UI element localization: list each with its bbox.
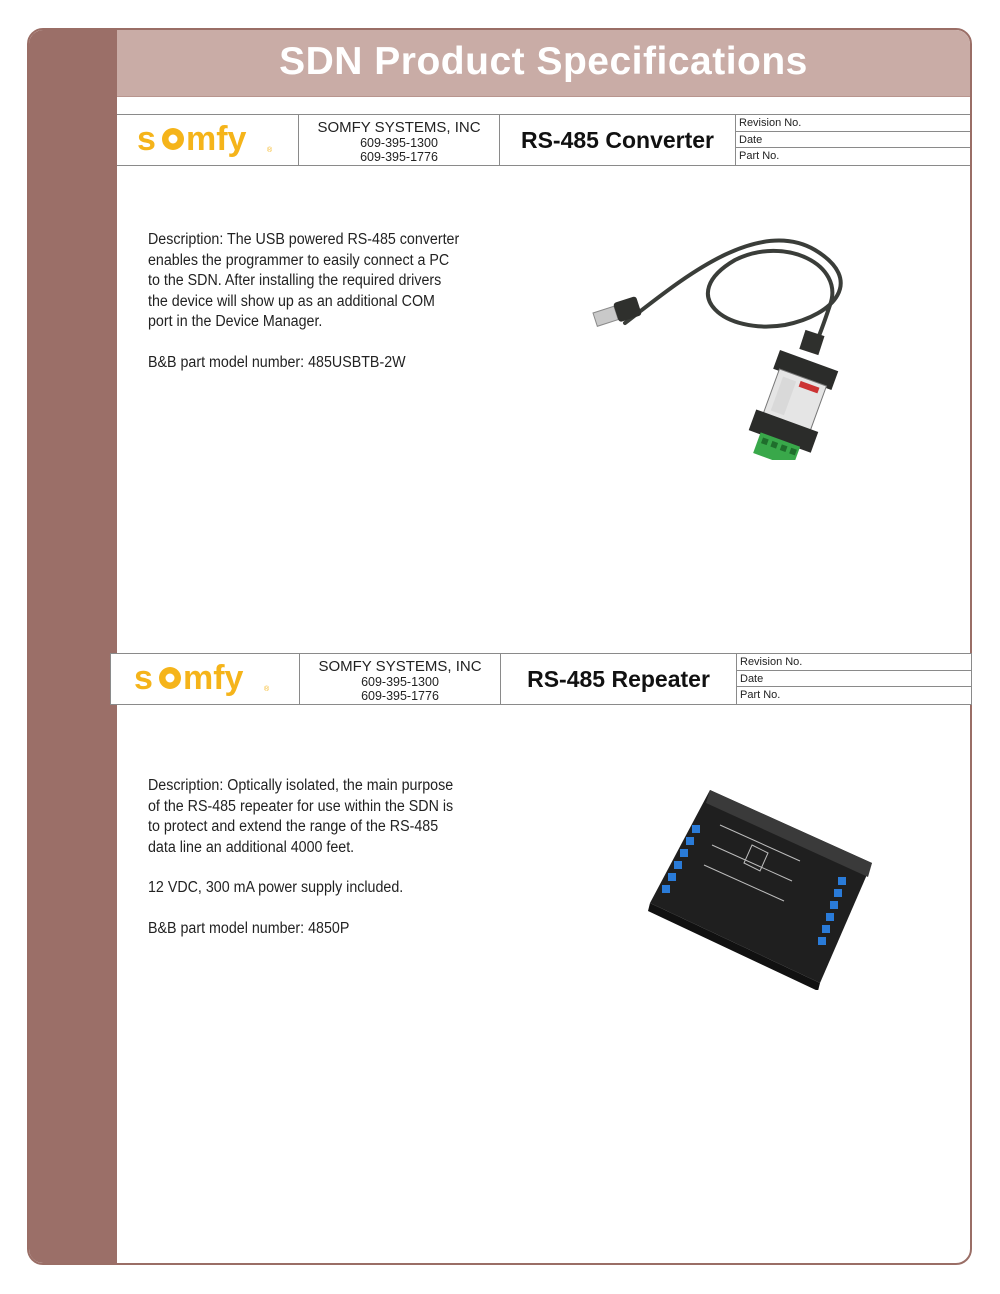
company-fax: 609-395-1776 [360, 150, 438, 164]
product-name: RS-485 Converter [520, 126, 715, 153]
svg-text:s: s [134, 659, 153, 697]
revision-label: Revision No. [736, 115, 970, 132]
svg-text:mfy: mfy [183, 659, 244, 697]
somfy-logo [117, 115, 299, 165]
meta-cells [737, 654, 971, 704]
date-label: Date [737, 671, 971, 688]
part-no-label: Part No. [739, 150, 780, 162]
left-sidebar-band [29, 30, 117, 1263]
somfy-logo-icon [130, 659, 280, 699]
revision-label: Revision No. [737, 654, 971, 671]
company-block [300, 654, 501, 704]
company-fax: 609-395-1776 [361, 689, 439, 703]
svg-text:mfy: mfy [185, 120, 246, 158]
company-name: SOMFY SYSTEMS, INC [317, 119, 481, 136]
somfy-logo [111, 654, 300, 704]
rs485-converter-photo [585, 225, 855, 460]
date-label: Date [736, 132, 970, 149]
svg-text:®: ® [264, 686, 270, 693]
spec-header-repeater [110, 653, 972, 705]
repeater-model-number: B&B part model number: 4850P [148, 919, 350, 937]
somfy-logo-icon [133, 120, 283, 160]
rs485-repeater-photo [640, 785, 880, 990]
product-name: RS-485 Repeater [527, 665, 710, 692]
part-no-label: Part No. [740, 689, 781, 701]
page-title: SDN Product Specifications [279, 40, 808, 83]
company-phone: 609-395-1300 [361, 675, 439, 689]
company-name: SOMFY SYSTEMS, INC [318, 658, 482, 675]
title-bar [117, 30, 970, 97]
page-frame [27, 28, 972, 1265]
svg-text:s: s [136, 120, 156, 158]
converter-description-block [148, 230, 461, 393]
svg-text:®: ® [266, 147, 272, 154]
repeater-power-note: 12 VDC, 300 mA power supply included. [148, 879, 404, 896]
product-title-cell [501, 654, 737, 704]
meta-cells [736, 115, 970, 165]
company-phone: 609-395-1300 [360, 136, 438, 150]
repeater-description: Description: Optically isolated, the main purpose of the RS-485 repeater for use within the SDN is to protect and extend the range of the RS-485 data line an additional 4000 feet. [148, 777, 454, 856]
converter-description: Description: The USB powered RS-485 converter enables the programmer to easily connect a PC to the SDN. After installing the required drivers the device will show up as an additional COM port in the Device Manager. [148, 231, 460, 330]
product-title-cell [500, 115, 736, 165]
converter-model-number: B&B part model number: 485USBTB-2W [148, 353, 406, 371]
repeater-description-block [148, 776, 461, 959]
spec-header-converter [117, 114, 970, 166]
company-block [299, 115, 500, 165]
